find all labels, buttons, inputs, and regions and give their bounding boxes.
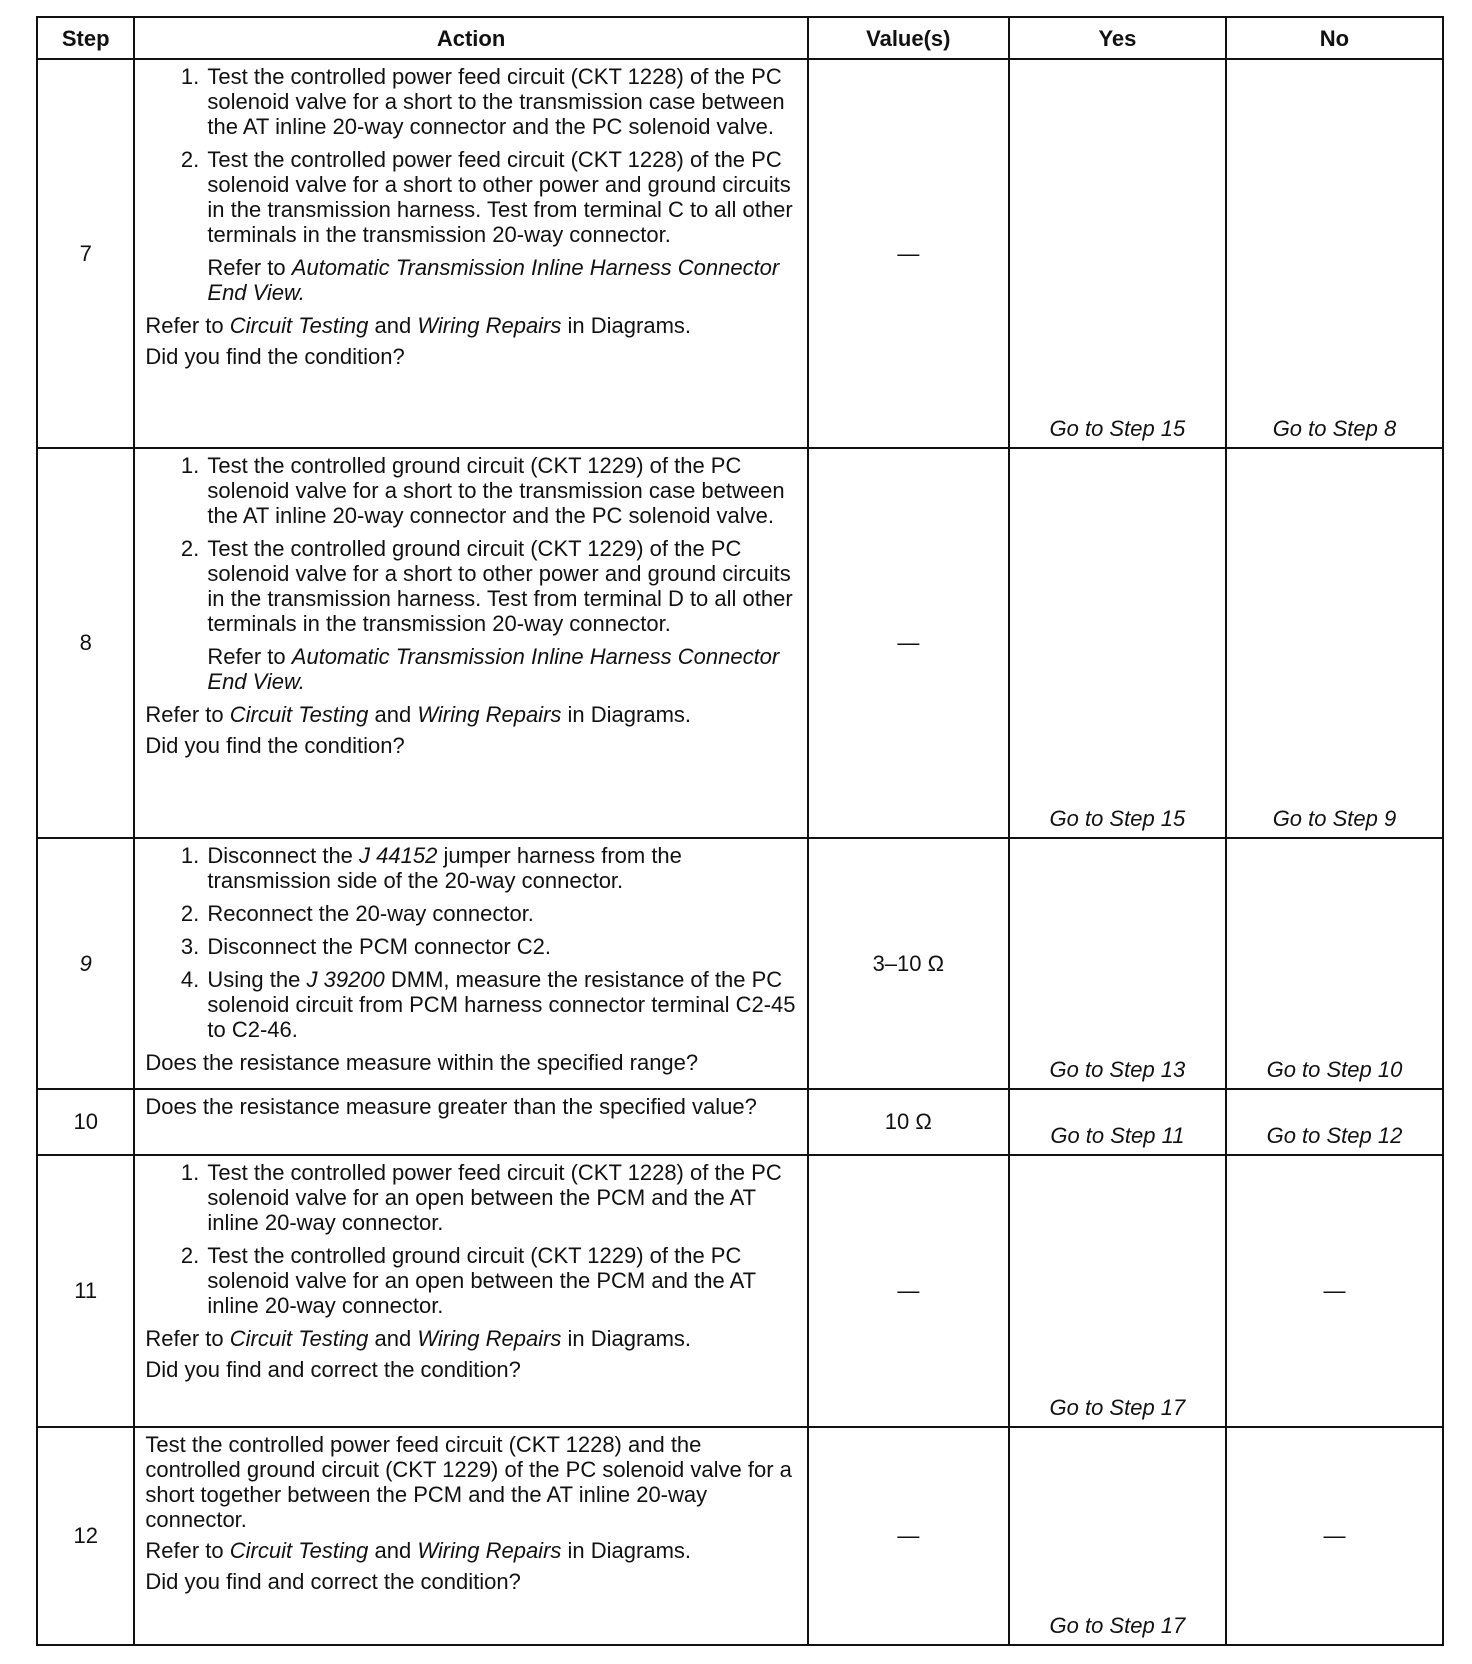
- action-cell: [134, 838, 807, 1089]
- question-text: Did you find and correct the condition?: [145, 1356, 521, 1382]
- action-item-text: Test the controlled power feed circuit (CKT 1228) of the PC solenoid valve for a short to other power and ground circuits in the transmission harness. Test from terminal C to all other terminals in the transmission 20-way connector.: [207, 147, 793, 247]
- action-item: 1. Test the controlled power feed circuit (CKT 1228) of the PC solenoid valve for a short to the transmission case between the AT inline 20-way connector and the PC solenoid valve.: [205, 64, 800, 139]
- header-no: No: [1226, 17, 1443, 59]
- action-item: 4. Using the J 39200 DMM, measure the resistance of the PC solenoid circuit from PCM harness connector terminal C2-45 to C2-46.: [205, 967, 800, 1042]
- step-number: 7: [37, 59, 134, 448]
- value-cell: —: [808, 448, 1009, 837]
- harness-reference: Refer to Automatic Transmission Inline Harness Connector End View.: [207, 644, 780, 695]
- step-number: 9: [37, 838, 134, 1089]
- value-cell: —: [808, 59, 1009, 448]
- action-item: 1. Test the controlled ground circuit (CKT 1229) of the PC solenoid valve for a short to the transmission case between the AT inline 20-way connector and the PC solenoid valve.: [205, 453, 800, 528]
- header-yes: Yes: [1009, 17, 1226, 59]
- action-cell: [134, 1155, 807, 1427]
- action-cell: [134, 59, 807, 448]
- no-cell: —: [1226, 1427, 1443, 1645]
- diagnostic-table: [36, 16, 1444, 1646]
- yes-cell: Go to Step 11: [1009, 1089, 1226, 1155]
- header-values: Value(s): [808, 17, 1009, 59]
- yes-cell: Go to Step 17: [1009, 1155, 1226, 1427]
- table-row-step-12: [37, 1427, 1443, 1645]
- step-number: 10: [37, 1089, 134, 1155]
- header-row: [37, 17, 1443, 59]
- action-cell: [134, 1427, 807, 1645]
- action-item: 2. Reconnect the 20-way connector.: [205, 901, 800, 926]
- table-row-step-11: [37, 1155, 1443, 1427]
- table-row-step-8: [37, 448, 1443, 837]
- action-item: 3. Disconnect the PCM connector C2.: [205, 934, 800, 959]
- yes-cell: Go to Step 15: [1009, 59, 1226, 448]
- question-text: Does the resistance measure within the specified range?: [145, 1049, 699, 1075]
- table-row-step-10: [37, 1089, 1443, 1155]
- action-item: 1. Test the controlled power feed circuit (CKT 1228) of the PC solenoid valve for an open between the PCM and the AT inline 20-way connector.: [205, 1160, 800, 1235]
- action-item: [205, 536, 800, 694]
- header-action: Action: [134, 17, 807, 59]
- action-text: Test the controlled power feed circuit (CKT 1228) and the controlled ground circuit (CKT 1229) of the PC solenoid valve for a short together between the PCM and the AT inline 20-way connector.: [145, 1431, 792, 1532]
- value-cell: 3–10 Ω: [808, 838, 1009, 1089]
- step-number: 11: [37, 1155, 134, 1427]
- yes-cell: Go to Step 17: [1009, 1427, 1226, 1645]
- table-row-step-7: [37, 59, 1443, 448]
- circuit-reference: Refer to Circuit Testing and Wiring Repairs in Diagrams.: [145, 1537, 692, 1563]
- no-cell: Go to Step 9: [1226, 448, 1443, 837]
- action-item: [205, 147, 800, 305]
- table-row-step-9: [37, 838, 1443, 1089]
- no-cell: Go to Step 8: [1226, 59, 1443, 448]
- question-text: Did you find and correct the condition?: [145, 1568, 521, 1594]
- circuit-reference: Refer to Circuit Testing and Wiring Repairs in Diagrams.: [145, 313, 692, 338]
- action-cell: [134, 1089, 807, 1155]
- value-cell: 10 Ω: [808, 1089, 1009, 1155]
- action-item: 1. Disconnect the J 44152 jumper harness from the transmission side of the 20-way connector.: [205, 843, 800, 893]
- circuit-reference: Refer to Circuit Testing and Wiring Repairs in Diagrams.: [145, 702, 692, 728]
- no-cell: —: [1226, 1155, 1443, 1427]
- action-item-text: Test the controlled ground circuit (CKT 1229) of the PC solenoid valve for a short to other power and ground circuits in the transmission harness. Test from terminal D to all other terminals in the transmission 20-way connector.: [207, 536, 793, 637]
- no-cell: Go to Step 10: [1226, 838, 1443, 1089]
- step-number: 12: [37, 1427, 134, 1645]
- value-cell: —: [808, 1427, 1009, 1645]
- question-text: Did you find the condition?: [145, 733, 405, 759]
- question-text: Did you find the condition?: [145, 344, 405, 369]
- header-step: Step: [37, 17, 134, 59]
- value-cell: —: [808, 1155, 1009, 1427]
- yes-cell: Go to Step 15: [1009, 448, 1226, 837]
- no-cell: Go to Step 12: [1226, 1089, 1443, 1155]
- yes-cell: Go to Step 13: [1009, 838, 1226, 1089]
- step-number: 8: [37, 448, 134, 837]
- diagnostic-table-page: [36, 16, 1444, 1646]
- question-text: Does the resistance measure greater than the specified value?: [145, 1093, 757, 1119]
- action-item: 2. Test the controlled ground circuit (CKT 1229) of the PC solenoid valve for an open between the PCM and the AT inline 20-way connector.: [205, 1243, 800, 1318]
- action-cell: [134, 448, 807, 837]
- circuit-reference: Refer to Circuit Testing and Wiring Repairs in Diagrams.: [145, 1325, 692, 1351]
- harness-reference: Refer to Automatic Transmission Inline Harness Connector End View.: [207, 255, 780, 305]
